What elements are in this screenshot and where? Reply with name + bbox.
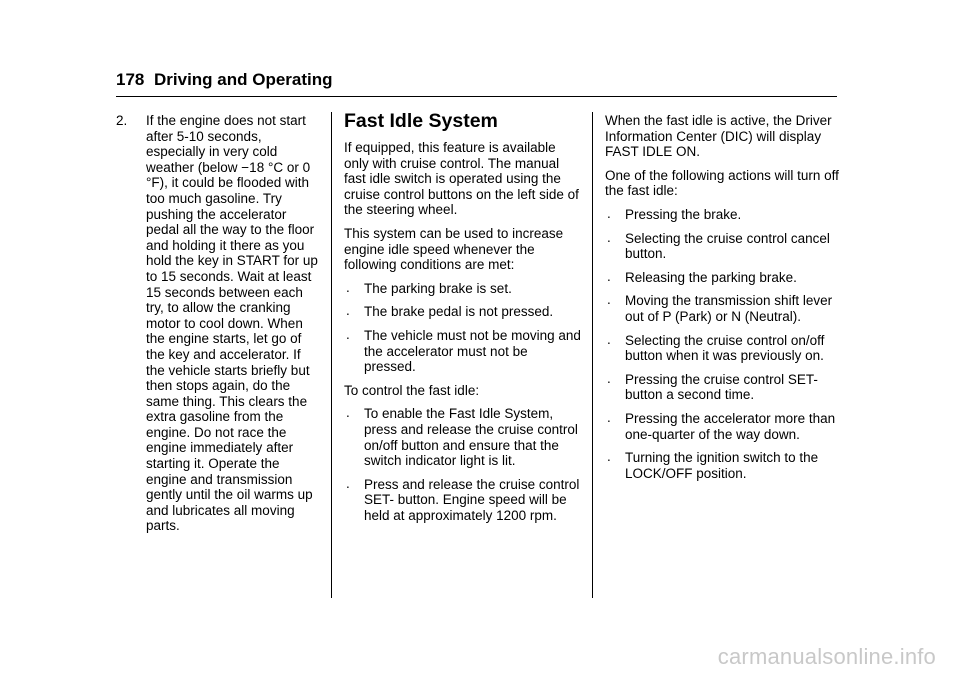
column-1 bbox=[116, 113, 322, 534]
list-item: . Pressing the cruise control SET- button a second time. bbox=[607, 370, 818, 403]
list-item: . Pressing the accelerator more than one-quarter of the way down. bbox=[607, 409, 836, 442]
list-item: . Selecting the cruise control on/off button when it was previously on. bbox=[607, 331, 825, 364]
step-text: If the engine does not start after 5-10 seconds, especially in very cold weather (below −18 °C or 0 °F), it could be flooded with too much gasoline. Try pushing the accelerator pedal all the way to the floor and holding it there as you hold the key in START for up to 15 seconds. Wait at least 15 seconds between each try, to allow the cranking motor to cool down. When the engine starts, let go of the key and accelerator. If the vehicle starts briefly but then stops again, do the same thing. This clears the extra gasoline from the engine. Do not race the engine immediately after starting it. Operate the engine and transmission gently until the oil warms up and lubricates all moving parts. bbox=[146, 113, 318, 534]
watermark: carmanualsonline.info bbox=[717, 644, 936, 669]
list-item: . Selecting the cruise control cancel button. bbox=[607, 229, 830, 262]
intro-paragraph: If equipped, this feature is available only with cruise control. The manual fast idle switch is operated using the cruise control buttons on the left side of the steering wheel. bbox=[344, 140, 579, 218]
section-title: Driving and Operating bbox=[154, 70, 333, 89]
list-item: . The parking brake is set. bbox=[346, 279, 512, 296]
column-3 bbox=[605, 113, 841, 489]
control-steps-list bbox=[344, 406, 582, 523]
bullet: . bbox=[346, 303, 350, 319]
bullet: . bbox=[346, 405, 350, 421]
column-2 bbox=[344, 110, 582, 531]
list-item: . Moving the transmission shift lever out of P (Park) or N (Neutral). bbox=[607, 292, 833, 324]
bullet: . bbox=[607, 292, 611, 308]
bullet: . bbox=[607, 409, 611, 425]
active-paragraph: When the fast idle is active, the Driver Information Center (DIC) will display FAST IDLE ON. bbox=[605, 113, 832, 160]
bullet: . bbox=[346, 279, 350, 295]
conditions-intro: This system can be used to increase engine idle speed whenever the following conditions are met: bbox=[344, 225, 564, 273]
header-rule bbox=[116, 96, 837, 97]
bullet: . bbox=[607, 449, 611, 465]
step-number: 2. bbox=[116, 113, 128, 128]
bullet: . bbox=[607, 268, 611, 284]
list-item: . Turning the ignition switch to the LOCK/OFF position. bbox=[607, 449, 819, 481]
list-item: . To enable the Fast Idle System, press and release the cruise control on/off button and ensure that the switch indicator light is lit. bbox=[346, 405, 578, 469]
bullet: . bbox=[346, 475, 350, 491]
column-divider-2 bbox=[592, 112, 593, 598]
list-item: . The vehicle must not be moving and the accelerator must not be pressed. bbox=[346, 326, 581, 375]
control-intro: To control the fast idle: bbox=[344, 382, 480, 398]
bullet: . bbox=[607, 205, 611, 221]
list-item: . Pressing the brake. bbox=[607, 205, 742, 222]
bullet: . bbox=[346, 326, 350, 342]
list-item: . Press and release the cruise control SET- button. Engine speed will be held at approximately 1200 rpm. bbox=[346, 475, 580, 523]
page-number: 178 bbox=[116, 70, 145, 89]
list-item: . The brake pedal is not pressed. bbox=[346, 303, 554, 320]
bullet: . bbox=[607, 229, 611, 245]
bullet: . bbox=[607, 370, 611, 386]
step-item bbox=[116, 113, 322, 534]
turnoff-intro: One of the following actions will turn off the fast idle: bbox=[605, 167, 839, 199]
list-item: . Releasing the parking brake. bbox=[607, 268, 797, 285]
bullet: . bbox=[607, 331, 611, 347]
turnoff-actions-list bbox=[605, 207, 841, 481]
conditions-list bbox=[344, 281, 582, 375]
fast-idle-title: Fast Idle System bbox=[344, 110, 498, 132]
column-divider-1 bbox=[331, 112, 332, 598]
